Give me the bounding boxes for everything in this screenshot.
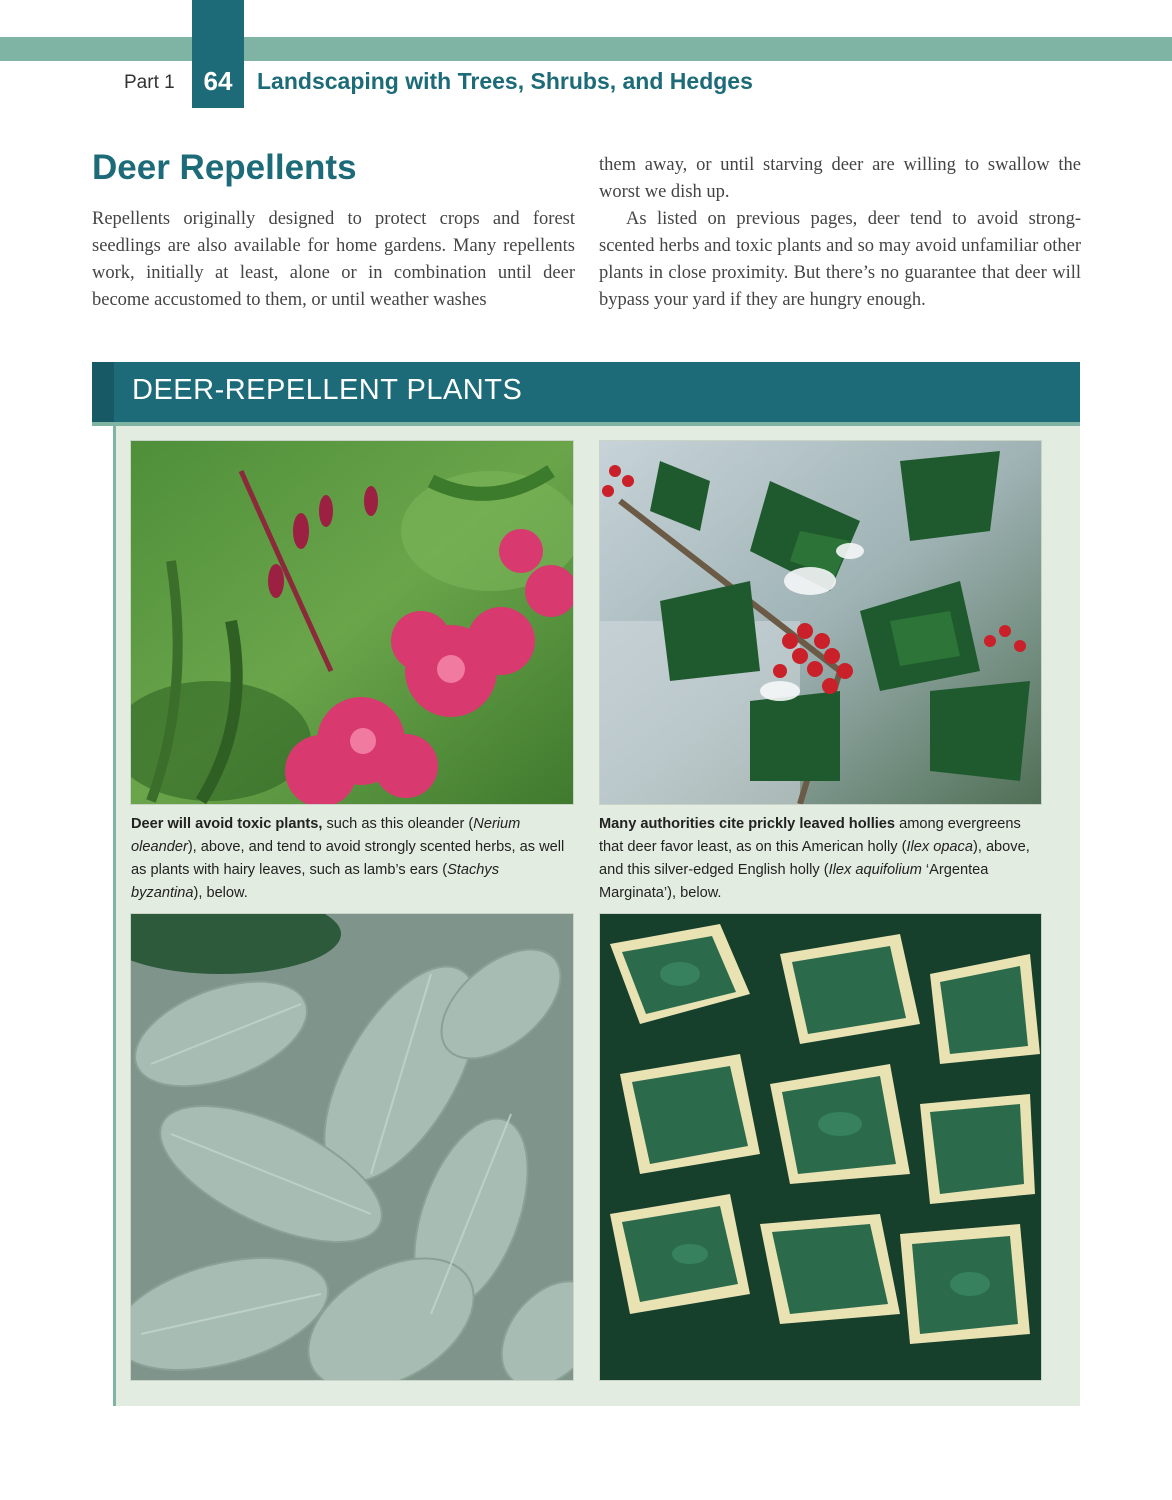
caption-left-lead: Deer will avoid toxic plants, [131, 816, 323, 832]
caption-right-text-2: ), above, and this silver-edged English holly ( [599, 839, 1030, 878]
section-heading: Deer Repellents [92, 148, 357, 187]
body-paragraph-right-2: As listed on previous pages, deer tend to avoid strong-scented herbs and toxic plants and so may avoid unfamiliar other plants in close proximity. But there’s no guarantee that deer will bypass your yard if they are hungry enough. [599, 209, 1081, 310]
american-holly-photo [599, 440, 1042, 805]
caption-left-text-2: ), above, and tend to avoid strongly scented herbs, as well as plants with hairy leaves, such as lamb’s ears ( [131, 839, 565, 878]
oleander-photo [130, 440, 574, 805]
body-paragraph-left: Repellents originally designed to protect crops and forest seedlings are also available for home gardens. Many repellents work, initially at least, alone or in combination until deer become accustomed to them, or until weather washes [92, 209, 575, 310]
feature-box-title: DEER-REPELLENT PLANTS [132, 374, 523, 406]
caption-right-text-1: among evergreens that deer favor least, as on this American holly ( [599, 816, 1021, 855]
english-holly-photo [599, 913, 1042, 1381]
caption-left-text-1: such as this oleander ( [322, 816, 474, 832]
body-paragraph-right-1: them away, or until starving deer are willing to swallow the worst we dish up. [599, 155, 1081, 202]
feature-box-header-accent [92, 362, 114, 422]
caption-right-species-1: Ilex opaca [906, 839, 973, 855]
caption-left-species-2: Stachys byzantina [131, 862, 499, 901]
caption-left-species-1: Nerium oleander [131, 816, 521, 855]
caption-toxic-plants [131, 813, 571, 905]
caption-right-text-3: ‘Argentea Marginata’), below. [599, 862, 989, 901]
header-band [0, 37, 1172, 61]
page-number: 64 [203, 66, 233, 96]
body-column-right [599, 152, 1081, 314]
feature-box-left-rule [113, 426, 116, 1406]
caption-hollies [599, 813, 1041, 905]
lambs-ears-photo [130, 913, 574, 1381]
caption-left-text-3: ), below. [193, 885, 248, 901]
caption-right-species-2: Ilex aquifolium [828, 862, 922, 878]
caption-right-lead: Many authorities cite prickly leaved hollies [599, 816, 896, 832]
running-title: Landscaping with Trees, Shrubs, and Hedges [257, 68, 753, 94]
part-label: Part 1 [124, 72, 175, 93]
